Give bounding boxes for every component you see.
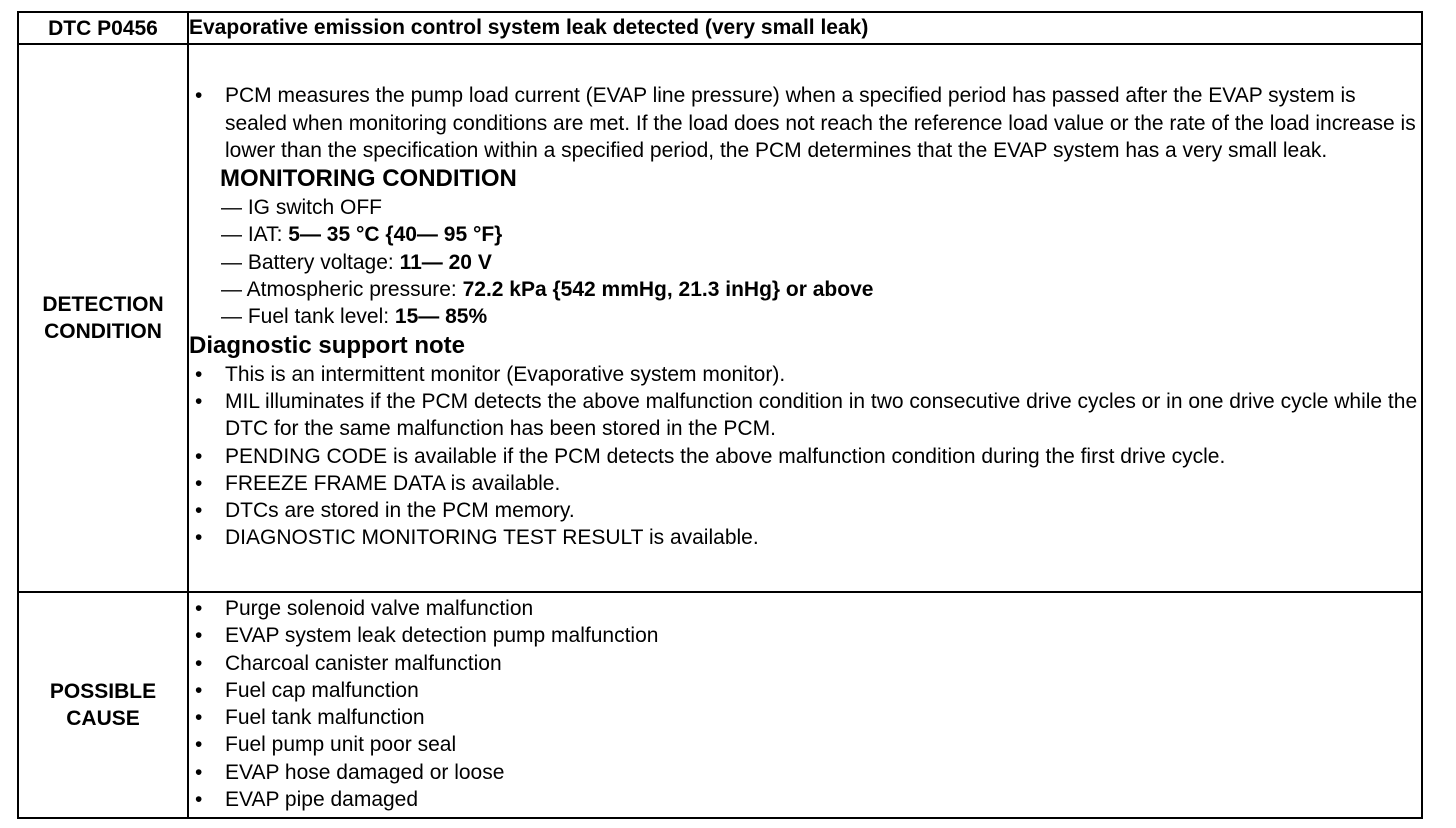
diagnostic-support-heading: Diagnostic support note: [189, 331, 465, 359]
cause-item: • Charcoal canister malfunction: [189, 650, 1421, 677]
cause-item: • Fuel cap malfunction: [189, 677, 1421, 704]
monitoring-condition-list: [189, 194, 1421, 330]
monitoring-item: [221, 303, 1421, 330]
possible-cause-row: [18, 592, 1422, 818]
cause-item: • Fuel pump unit poor seal: [189, 731, 1421, 758]
monitoring-item-label: — Battery voltage:: [221, 250, 400, 274]
cause-label-line1: POSSIBLE: [49, 680, 157, 704]
detection-condition-label: [18, 44, 188, 592]
support-note: • FREEZE FRAME DATA is available.: [189, 470, 1421, 497]
cause-item: • EVAP hose damaged or loose: [189, 759, 1421, 786]
monitoring-item-label: — IG switch OFF: [221, 196, 383, 220]
cause-item: • EVAP pipe damaged: [189, 786, 1421, 813]
monitoring-item: [221, 276, 1421, 303]
dtc-code-label: DTC P0456: [18, 12, 188, 44]
support-note: • DTCs are stored in the PCM memory.: [189, 497, 1421, 524]
cause-item: • Purge solenoid valve malfunction: [189, 595, 1421, 622]
header-row: [18, 12, 1422, 44]
support-note: • DIAGNOSTIC MONITORING TEST RESULT is available.: [189, 524, 1421, 551]
detection-label-line2: CONDITION: [44, 320, 162, 343]
support-note: • MIL illuminates if the PCM detects the above malfunction condition in two consecutive drive cycles or in one drive cycle while the DTC for the same malfunction has been stored in the PCM.: [189, 388, 1421, 443]
possible-cause-label: [18, 592, 188, 818]
monitoring-condition-heading: MONITORING CONDITION: [220, 165, 517, 193]
monitoring-item-value: 5— 35 °C {40— 95 °F}: [288, 223, 503, 247]
detection-label-line1: DETECTION: [42, 293, 164, 316]
detection-description: • PCM measures the pump load current (EVAP line pressure) when a specified period has passed after the EVAP system is sealed when monitoring conditions are met. If the load does not reach the reference load value or the rate of the load increase is lower than the specification within a specified period, the PCM determines that the EVAP system has a very small leak.: [189, 82, 1421, 164]
monitoring-item-label: — Fuel tank level:: [221, 305, 395, 329]
support-note: • This is an intermittent monitor (Evaporative system monitor).: [189, 361, 1421, 388]
detection-description-list: [189, 82, 1421, 164]
dtc-title: Evaporative emission control system leak detected (very small leak): [188, 12, 1422, 44]
cause-label-line2: CAUSE: [66, 707, 140, 731]
monitoring-item-value: 72.2 kPa {542 mmHg, 21.3 inHg} or above: [462, 278, 874, 302]
possible-cause-content: [188, 592, 1422, 818]
monitoring-item: [221, 249, 1421, 276]
monitoring-item-label: — Atmospheric pressure:: [221, 278, 463, 302]
monitoring-item-value: 15— 85%: [394, 305, 488, 329]
diagnostic-support-list: [189, 361, 1421, 552]
dtc-table: [17, 11, 1423, 819]
detection-condition-content: [188, 44, 1422, 592]
monitoring-item-label: — IAT:: [221, 223, 289, 247]
support-note: • PENDING CODE is available if the PCM detects the above malfunction condition during the first drive cycle.: [189, 443, 1421, 470]
detection-condition-row: [18, 44, 1422, 592]
monitoring-item: [221, 221, 1421, 248]
monitoring-item: [221, 194, 1421, 221]
possible-cause-list: [189, 595, 1421, 813]
cause-item: • EVAP system leak detection pump malfunction: [189, 622, 1421, 649]
monitoring-item-value: 11— 20 V: [399, 250, 492, 274]
cause-item: • Fuel tank malfunction: [189, 704, 1421, 731]
